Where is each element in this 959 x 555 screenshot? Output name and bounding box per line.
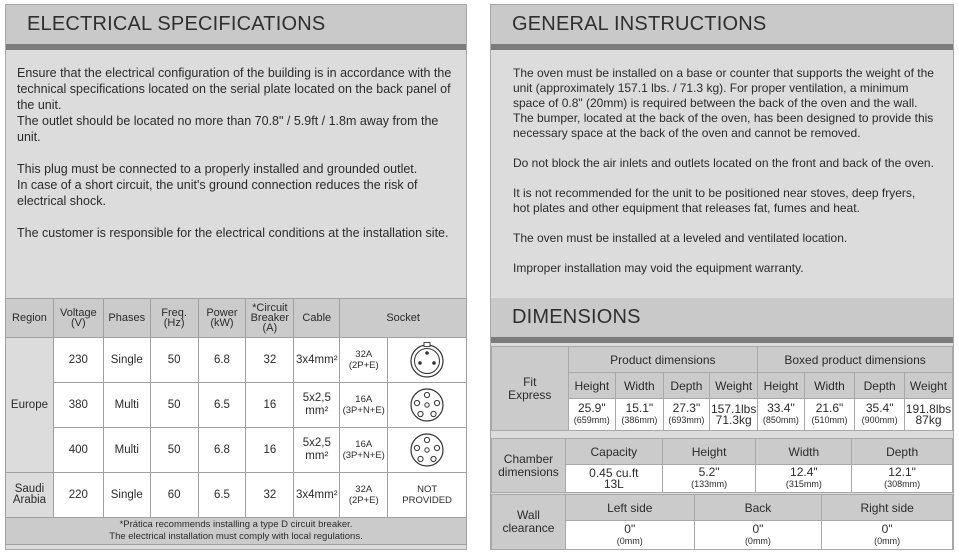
phases-cell: Multi — [103, 428, 150, 473]
header-circuit-breaker: *Circuit Breaker (A) — [246, 299, 294, 338]
cable-cell: 3x4mm² — [294, 338, 340, 383]
freq-cell: 60 — [150, 473, 198, 518]
column-left-side: Left side — [565, 495, 694, 521]
wall-clearance-label: Wall clearance — [492, 495, 566, 550]
left-clearance-value: 0" (0mm) — [565, 521, 694, 550]
breaker-cell: 32A (2P+E) — [340, 473, 388, 518]
amps-cell: 32 — [246, 473, 294, 518]
cable-cell: 5x2,5 mm² — [294, 428, 340, 473]
power-cell: 6.5 — [198, 473, 246, 518]
electrical-paragraph: The outlet should be located no more than 70.8" / 5.9ft / 1.8m away from the unit. — [17, 114, 439, 144]
boxed-dimensions-header: Boxed product dimensions — [758, 347, 953, 373]
region-europe: Europe — [6, 338, 54, 473]
chamber-dimensions-table — [491, 438, 953, 493]
boxed-depth-value: 35.4" (900mm) — [855, 399, 905, 431]
phases-cell: Multi — [103, 383, 150, 428]
5-pin-round-socket-icon — [388, 428, 467, 473]
header-socket: Socket — [340, 299, 467, 338]
5-pin-round-socket-icon — [388, 383, 467, 428]
general-instructions — [491, 50, 953, 276]
column-depth: Depth — [852, 439, 953, 465]
electrical-table-header — [6, 299, 467, 338]
general-paragraph: The oven must be installed at a leveled and ventilated location. — [513, 231, 848, 245]
general-paragraph: It is not recommended for the unit to be positioned near stoves, deep fryers, hot plates and other equipment that releases fat, fumes and heat. — [513, 186, 916, 215]
electrical-paragraph: The customer is responsible for the electrical conditions at the installation site. — [17, 226, 449, 240]
power-cell: 6.8 — [198, 338, 246, 383]
column-depth: Depth — [663, 373, 710, 399]
voltage-cell: 220 — [53, 473, 103, 518]
chamber-dimensions-label: Chamber dimensions — [492, 439, 566, 493]
power-cell: 6.5 — [198, 383, 246, 428]
column-height: Height — [662, 439, 756, 465]
column-weight: Weight — [710, 373, 758, 399]
chamber-height-value: 5.2" (133mm) — [662, 465, 756, 493]
cable-cell: 5x2,5 mm² — [294, 383, 340, 428]
column-capacity: Capacity — [565, 439, 662, 465]
socket-not-provided: NOT PROVIDED — [388, 473, 467, 518]
freq-cell: 50 — [150, 338, 198, 383]
electrical-table — [5, 298, 467, 545]
freq-cell: 50 — [150, 428, 198, 473]
breaker-cell: 16A (3P+N+E) — [340, 428, 388, 473]
freq-cell: 50 — [150, 383, 198, 428]
column-width: Width — [804, 373, 855, 399]
product-dimensions-header: Product dimensions — [568, 347, 758, 373]
electrical-footnote: *Prática recommends installing a type D circuit breaker. The electrical installation must comply with local regulations. — [6, 518, 467, 545]
column-width: Width — [756, 439, 852, 465]
breaker-cell: 16A (3P+N+E) — [340, 383, 388, 428]
header-power: Power (kW) — [198, 299, 246, 338]
boxed-width-value: 21.6" (510mm) — [804, 399, 855, 431]
right-clearance-value: 0" (0mm) — [822, 521, 953, 550]
electrical-paragraph: Ensure that the electrical configuration of the building is in accordance with the technical specifications located on the serial plate located on the back panel of the unit. — [17, 66, 452, 112]
product-depth-value: 27.3" (693mm) — [663, 399, 710, 431]
footnote-row — [6, 518, 467, 545]
boxed-weight-value: 191.8lbs 87kg — [904, 399, 952, 431]
fit-express-dimensions-table — [491, 346, 953, 431]
column-weight: Weight — [904, 373, 952, 399]
header-phases: Phases — [103, 299, 150, 338]
voltage-cell: 230 — [53, 338, 103, 383]
power-cell: 6.8 — [198, 428, 246, 473]
general-paragraph: Do not block the air inlets and outlets located on the front and back of the oven. — [513, 156, 934, 170]
general-instructions-panel — [490, 4, 954, 550]
electrical-instructions — [6, 50, 466, 241]
header-region: Region — [6, 299, 54, 338]
cable-cell: 3x4mm² — [294, 473, 340, 518]
column-height: Height — [758, 373, 805, 399]
table-row — [6, 473, 467, 518]
column-depth: Depth — [855, 373, 905, 399]
product-weight-value: 157.1lbs 71.3kg — [710, 399, 758, 431]
header-voltage: Voltage (V) — [53, 299, 103, 338]
electrical-specifications-panel — [5, 4, 467, 550]
column-back: Back — [694, 495, 822, 521]
table-row — [6, 428, 467, 473]
voltage-cell: 380 — [53, 383, 103, 428]
boxed-height-value: 33.4" (850mm) — [758, 399, 805, 431]
general-paragraph: Improper installation may void the equipment warranty. — [513, 261, 804, 275]
amps-cell: 16 — [246, 383, 294, 428]
product-height-value: 25.9" (659mm) — [568, 399, 616, 431]
chamber-capacity-value: 0.45 cu.ft 13L — [565, 465, 662, 493]
back-clearance-value: 0" (0mm) — [694, 521, 822, 550]
column-width: Width — [616, 373, 664, 399]
column-right-side: Right side — [822, 495, 953, 521]
dimensions-section-title: DIMENSIONS — [491, 298, 953, 343]
general-paragraph: The oven must be installed on a base or counter that supports the weight of the unit (approximately 157.1 lbs. / 71.3 kg). For proper ventilation, a minimum space of 0.8" (20mm) is required between the back of the oven and the wall. The bumper, located at the back of the oven, has been designed to provide this necessary space at the back of the oven and cannot be removed. — [513, 66, 934, 140]
general-section-title: GENERAL INSTRUCTIONS — [491, 5, 953, 50]
chamber-width-value: 12.4" (315mm) — [756, 465, 852, 493]
amps-cell: 32 — [246, 338, 294, 383]
electrical-section-title: ELECTRICAL SPECIFICATIONS — [6, 5, 466, 50]
3-pin-round-socket-icon — [388, 338, 467, 383]
breaker-cell: 32A (2P+E) — [340, 338, 388, 383]
wall-clearance-table — [491, 494, 953, 550]
header-frequency: Freq. (Hz) — [150, 299, 198, 338]
region-saudi-arabia: Saudi Arabia — [6, 473, 54, 518]
table-row — [6, 383, 467, 428]
voltage-cell: 400 — [53, 428, 103, 473]
column-height: Height — [568, 373, 616, 399]
product-width-value: 15.1" (386mm) — [616, 399, 664, 431]
phases-cell: Single — [103, 338, 150, 383]
electrical-paragraph: This plug must be connected to a properly installed and grounded outlet. — [17, 162, 418, 176]
chamber-depth-value: 12.1" (308mm) — [852, 465, 953, 493]
electrical-paragraph: In case of a short circuit, the unit's ground connection reduces the risk of electrical shock. — [17, 178, 418, 208]
fit-express-label: Fit Express — [492, 347, 569, 431]
header-cable: Cable — [294, 299, 340, 338]
phases-cell: Single — [103, 473, 150, 518]
amps-cell: 16 — [246, 428, 294, 473]
table-row — [6, 338, 467, 383]
